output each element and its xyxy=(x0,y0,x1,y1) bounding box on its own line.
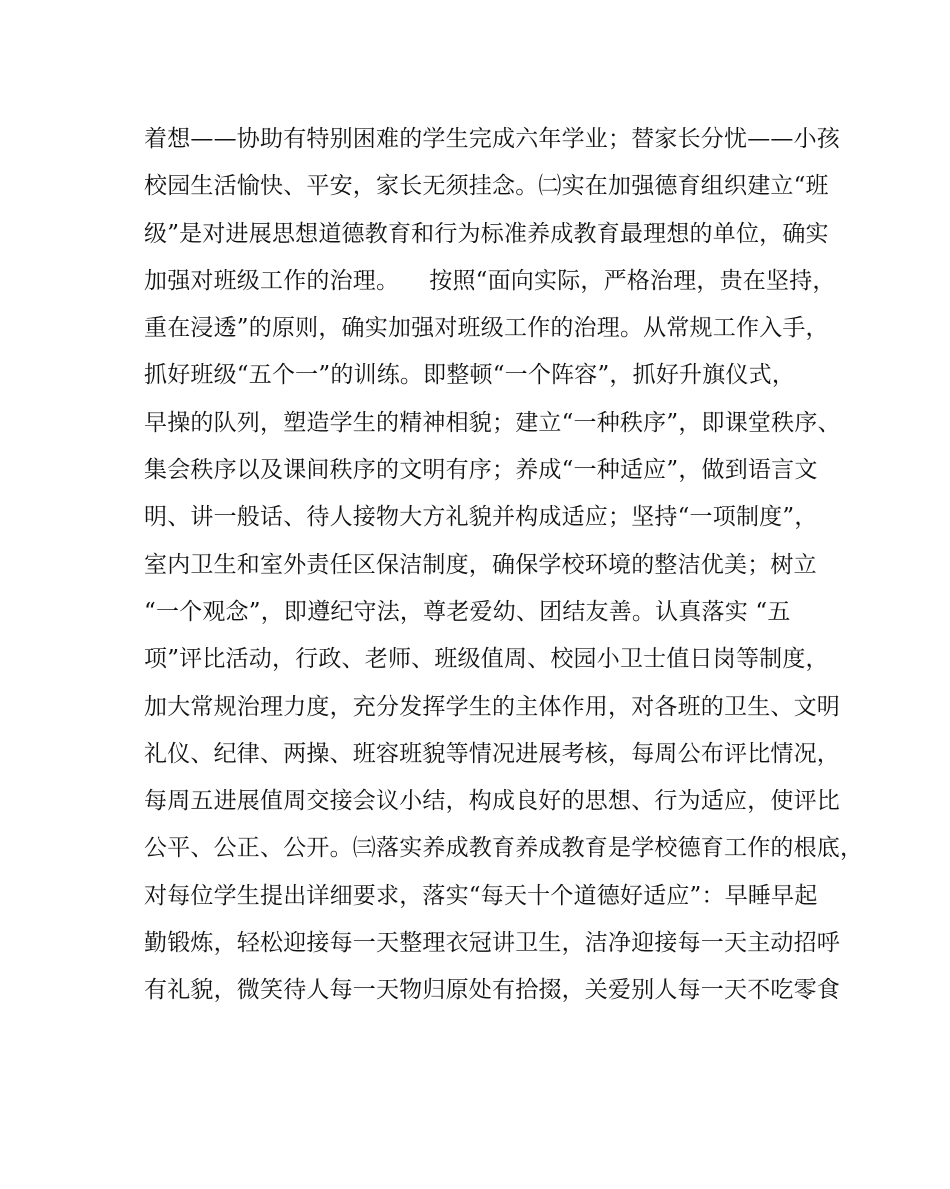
text-line: 加强对班级工作的治理。 按照“面向实际，严格治理，贵在坚持， xyxy=(144,267,836,294)
text-line: 项”评比活动，行政、老师、班级值周、校园小卫士值日岗等制度， xyxy=(144,646,829,673)
text-line: 级”是对进展思想道德教育和行为标准养成教育最理想的单位，确实 xyxy=(144,220,829,247)
text-line: 加大常规治理力度，充分发挥学生的主体作用，对各班的卫生、文明 xyxy=(144,693,840,720)
text-line: 室内卫生和室外责任区保洁制度，确保学校环境的整洁优美；树立 xyxy=(144,551,817,578)
text-line: 抓好班级“五个一”的训练。即整顿“一个阵容”，抓好升旗仪式， xyxy=(144,362,796,389)
body-text xyxy=(144,126,864,1025)
text-line: 公平、公正、公开。㈢落实养成教育养成教育是学校德育工作的根底， xyxy=(144,835,864,862)
text-line: 校园生活愉快、平安，家长无须挂念。㈡实在加强德育组织建立“班 xyxy=(144,173,829,200)
text-line: 对每位学生提出详细要求，落实“每天十个道德好适应”：早睡早起 xyxy=(144,882,818,909)
text-line: 每周五进展值周交接会议小结，构成良好的思想、行为适应，使评比 xyxy=(144,788,840,815)
text-line: 勤锻炼，轻松迎接每一天整理衣冠讲卫生，洁净迎接每一天主动招呼 xyxy=(144,930,840,957)
text-line: 有礼貌，微笑待人每一天物归原处有拾掇，关爱别人每一天不吃零食 xyxy=(144,977,840,1004)
text-line: 早操的队列，塑造学生的精神相貌；建立“一种秩序”，即课堂秩序、 xyxy=(144,409,841,436)
text-line: 礼仪、纪律、两操、班容班貌等情况进展考核，每周公布评比情况， xyxy=(144,740,840,767)
text-line: 重在浸透”的原则，确实加强对班级工作的治理。从常规工作入手， xyxy=(144,315,829,342)
text-line: “一个观念”，即遵纪守法，尊老爱幼、团结友善。认真落实 “五 xyxy=(144,598,791,625)
text-line: 明、讲一般话、待人接物大方礼貌并构成适应；坚持“一项制度”， xyxy=(144,504,818,531)
text-line: 着想——协助有特别困难的学生完成六年学业；替家长分忧——小孩 xyxy=(144,126,840,152)
text-line: 集会秩序以及课间秩序的文明有序；养成“一种适应”，做到语言文 xyxy=(144,457,818,484)
